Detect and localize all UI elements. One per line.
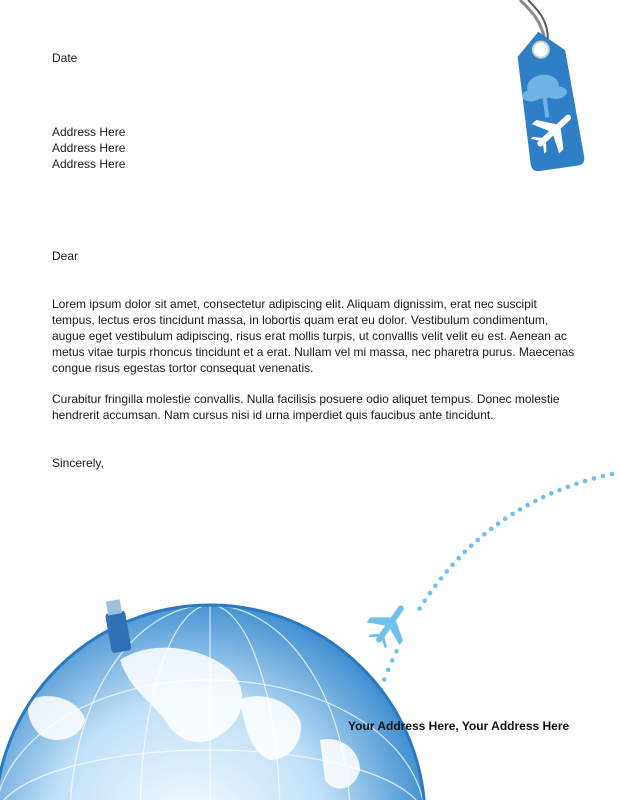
date-label: Date xyxy=(52,51,78,65)
closing: Sincerely, xyxy=(52,456,104,470)
salutation: Dear xyxy=(52,249,79,263)
flight-path-dot xyxy=(450,563,455,568)
flight-path-dot xyxy=(428,591,433,596)
flight-path-dot xyxy=(583,479,588,484)
airplane-icon xyxy=(360,595,419,655)
flight-path-dot xyxy=(475,538,480,543)
body-paragraph: Curabitur fringilla molestie convallis. Nulla facilisis posuere odio aliquet tempus. Donec molestie hendrerit accumsan. Nam cursus nisi id urna imperdiet quis faucibus ante tincidunt. xyxy=(52,392,560,422)
luggage-tag-icon xyxy=(510,0,588,172)
flight-path-dot xyxy=(433,583,438,588)
flight-path-dot xyxy=(601,474,606,479)
flight-path-dot xyxy=(541,495,546,500)
flight-path-dot xyxy=(394,649,399,654)
flight-path-dot xyxy=(444,569,449,574)
flight-path-dot xyxy=(533,499,538,504)
flight-path-dot xyxy=(574,482,579,487)
address-line: Address Here xyxy=(52,157,126,171)
flight-path-dot xyxy=(557,488,562,493)
flight-path-dot xyxy=(489,527,494,532)
address-line: Address Here xyxy=(52,125,126,139)
flight-path-dot xyxy=(390,658,395,663)
flight-path-dot xyxy=(496,521,501,526)
flight-path-dot xyxy=(510,512,515,517)
flight-path-dot xyxy=(456,556,461,561)
flight-path-dot xyxy=(549,491,554,496)
flight-path-dot xyxy=(469,544,474,549)
flight-path-dot xyxy=(518,507,523,512)
recipient-address xyxy=(52,124,125,172)
flight-path-dot xyxy=(503,516,508,521)
flight-path-dot xyxy=(592,476,597,481)
globe-icon xyxy=(0,599,425,800)
flight-path-dot xyxy=(382,677,387,682)
body-paragraph: Lorem ipsum dolor sit amet, consectetur adipiscing elit. Aliquam dignissim, erat nec suscipit tempus, lectus eros tincidunt massa, in lobortis quam erat eu dolor. Vestibulum condimentum, augue eget vestibulum adipiscing, risus erat mollis turpis, ut convallis velit velit eu est. Aenean ac metus vitae turpis rhoncus tincidunt et a erat. Nullam vel mi massa, nec pharetra purus. Maecenas congue risus egestas tortor consequat venenatis. xyxy=(52,297,575,375)
flight-path-dot xyxy=(566,485,571,490)
flight-path-dot xyxy=(610,472,615,477)
flight-path-dot xyxy=(463,550,468,555)
address-line: Address Here xyxy=(52,141,126,155)
flight-path-dot xyxy=(386,668,391,673)
flight-path-dot xyxy=(525,503,530,508)
flight-path-dot xyxy=(439,576,444,581)
flight-path-dot xyxy=(422,599,427,604)
flight-path-dot xyxy=(417,606,422,611)
footer-address: Your Address Here, Your Address Here xyxy=(348,719,570,733)
flight-path-dot xyxy=(482,532,487,537)
